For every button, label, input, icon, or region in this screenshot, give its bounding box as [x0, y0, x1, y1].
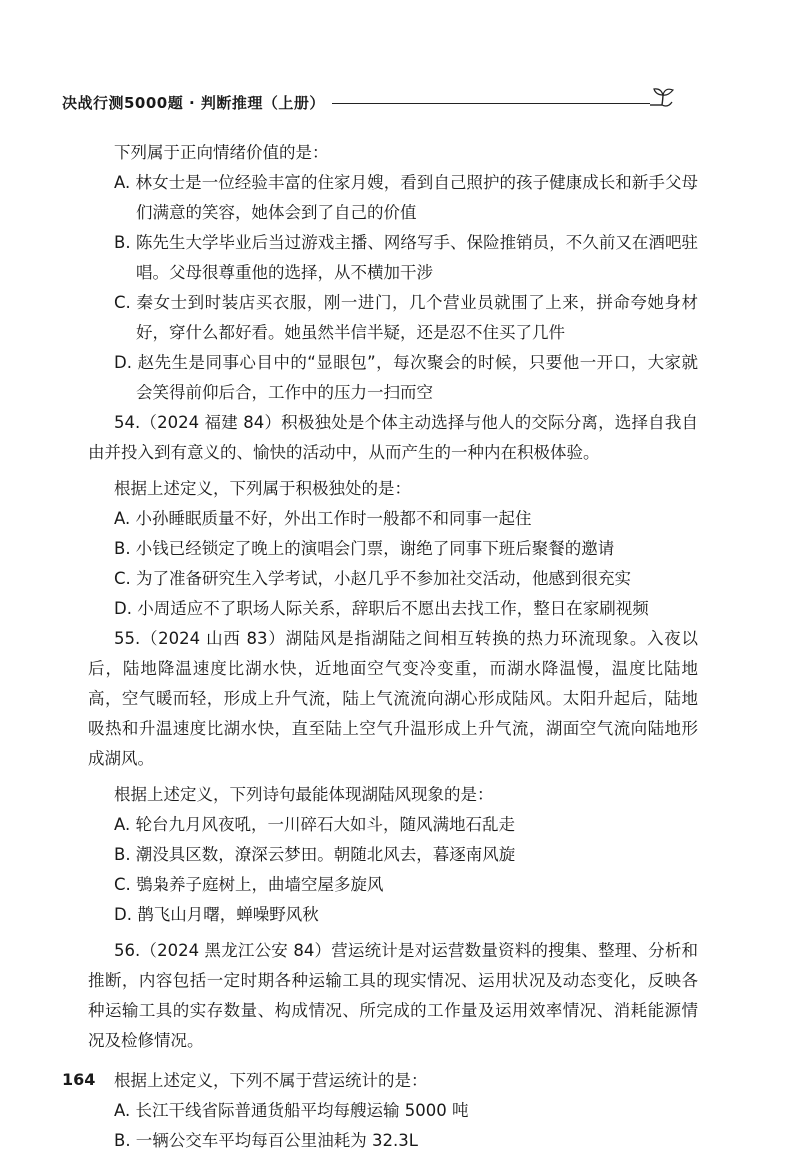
book-title: 决战行测5000题 · 判断推理（上册）: [62, 94, 325, 112]
option-c: C. 秦女士到时装店买衣服，刚一进门，几个营业员就围了上来，拼命夸她身材好，穿什么都好看。她虽然半信半疑，还是忍不住买了几件: [114, 293, 698, 342]
sprout-icon: [648, 86, 682, 112]
option-c: C. 鴞枭养子庭树上，曲墙空屋多旋风: [114, 875, 384, 894]
question-53-tail: [88, 138, 698, 408]
option-b: B. 潮没具区数，潦深云梦田。朝随北风去，暮逐南风旋: [114, 845, 516, 864]
option-b: B. 小钱已经锁定了晚上的演唱会门票，谢绝了同事下班后聚餐的邀请: [114, 539, 615, 558]
option-b: B. 陈先生大学毕业后当过游戏主播、网络写手、保险推销员，不久前又在酒吧驻唱。父母很尊重他的选择，从不横加干涉: [114, 233, 698, 282]
question-definition: 积极独处是个体主动选择与他人的交际分离，选择自我自由并投入到有意义的、愉快的活动中，从而产生的一种内在积极体验。: [88, 413, 698, 462]
header-rule: [332, 103, 650, 104]
question-stem: [88, 408, 698, 468]
question-prompt: 根据上述定义，下列属于积极独处的是：: [114, 479, 411, 498]
question-56: [88, 936, 698, 1156]
option-c: C. 为了准备研究生入学考试，小赵几乎不参加社交活动，他感到很充实: [114, 569, 632, 588]
option-d: D. 赵先生是同事心目中的“显眼包”，每次聚会的时候，只要他一开口，大家就会笑得前仰后合，工作中的压力一扫而空: [114, 353, 698, 402]
question-prompt: 根据上述定义，下列诗句最能体现湖陆风现象的是：: [114, 785, 494, 804]
option-d: D. 小周适应不了职场人际关系，辞职后不愿出去找工作，整日在家刷视频: [114, 599, 649, 618]
option-a: A. 长江干线省际普通货船平均每艘运输 5000 吨: [114, 1101, 469, 1120]
question-definition: 湖陆风是指湖陆之间相互转换的热力环流现象。入夜以后，陆地降温速度比湖水快，近地面空气变冷变重，而湖水降温慢，温度比陆地高，空气暖而轻，形成上升气流，陆上气流流向湖心形成陆风。太阳升起后，陆地吸热和升温速度比湖水快，直至陆上空气升温形成上升气流，湖面空气流向陆地形成湖风。: [88, 629, 699, 768]
question-number: 56.: [114, 941, 141, 960]
option-a: A. 轮台九月风夜吼，一川碎石大如斗，随风满地石乱走: [114, 815, 515, 834]
page-number: 164: [62, 1070, 96, 1089]
question-definition: 营运统计是对运营数量资料的搜集、整理、分析和推断，内容包括一定时期各种运输工具的现实情况、运用状况及动态变化，反映各种运输工具的实存数量、构成情况、所完成的工作量及运用效率情况、消耗能源情况及检修情况。: [88, 941, 699, 1050]
question-source: （2024 黑龙江公安 84）: [140, 941, 332, 960]
page-content: [88, 138, 698, 1156]
question-number: 54.: [114, 413, 141, 432]
question-prompt: 下列属于正向情绪价值的是：: [114, 143, 329, 162]
option-d: D. 鹊飞山月曙，蝉噪野风秋: [114, 905, 319, 924]
question-source: （2024 山西 83）: [140, 629, 286, 648]
option-a: A. 小孙睡眠质量不好，外出工作时一般都不和同事一起住: [114, 509, 532, 528]
question-prompt: 根据上述定义，下列不属于营运统计的是：: [114, 1071, 428, 1090]
question-55: [88, 624, 698, 930]
option-a: A. 林女士是一位经验丰富的住家月嫂，看到自己照护的孩子健康成长和新手父母们满意的笑容，她体会到了自己的价值: [114, 173, 698, 222]
running-header: [62, 86, 702, 116]
option-b: B. 一辆公交车平均每百公里油耗为 32.3L: [114, 1131, 418, 1150]
question-number: 55.: [114, 629, 141, 648]
question-54: [88, 408, 698, 624]
question-stem: [88, 936, 698, 1056]
question-stem: [88, 624, 698, 774]
question-source: （2024 福建 84）: [140, 413, 282, 432]
